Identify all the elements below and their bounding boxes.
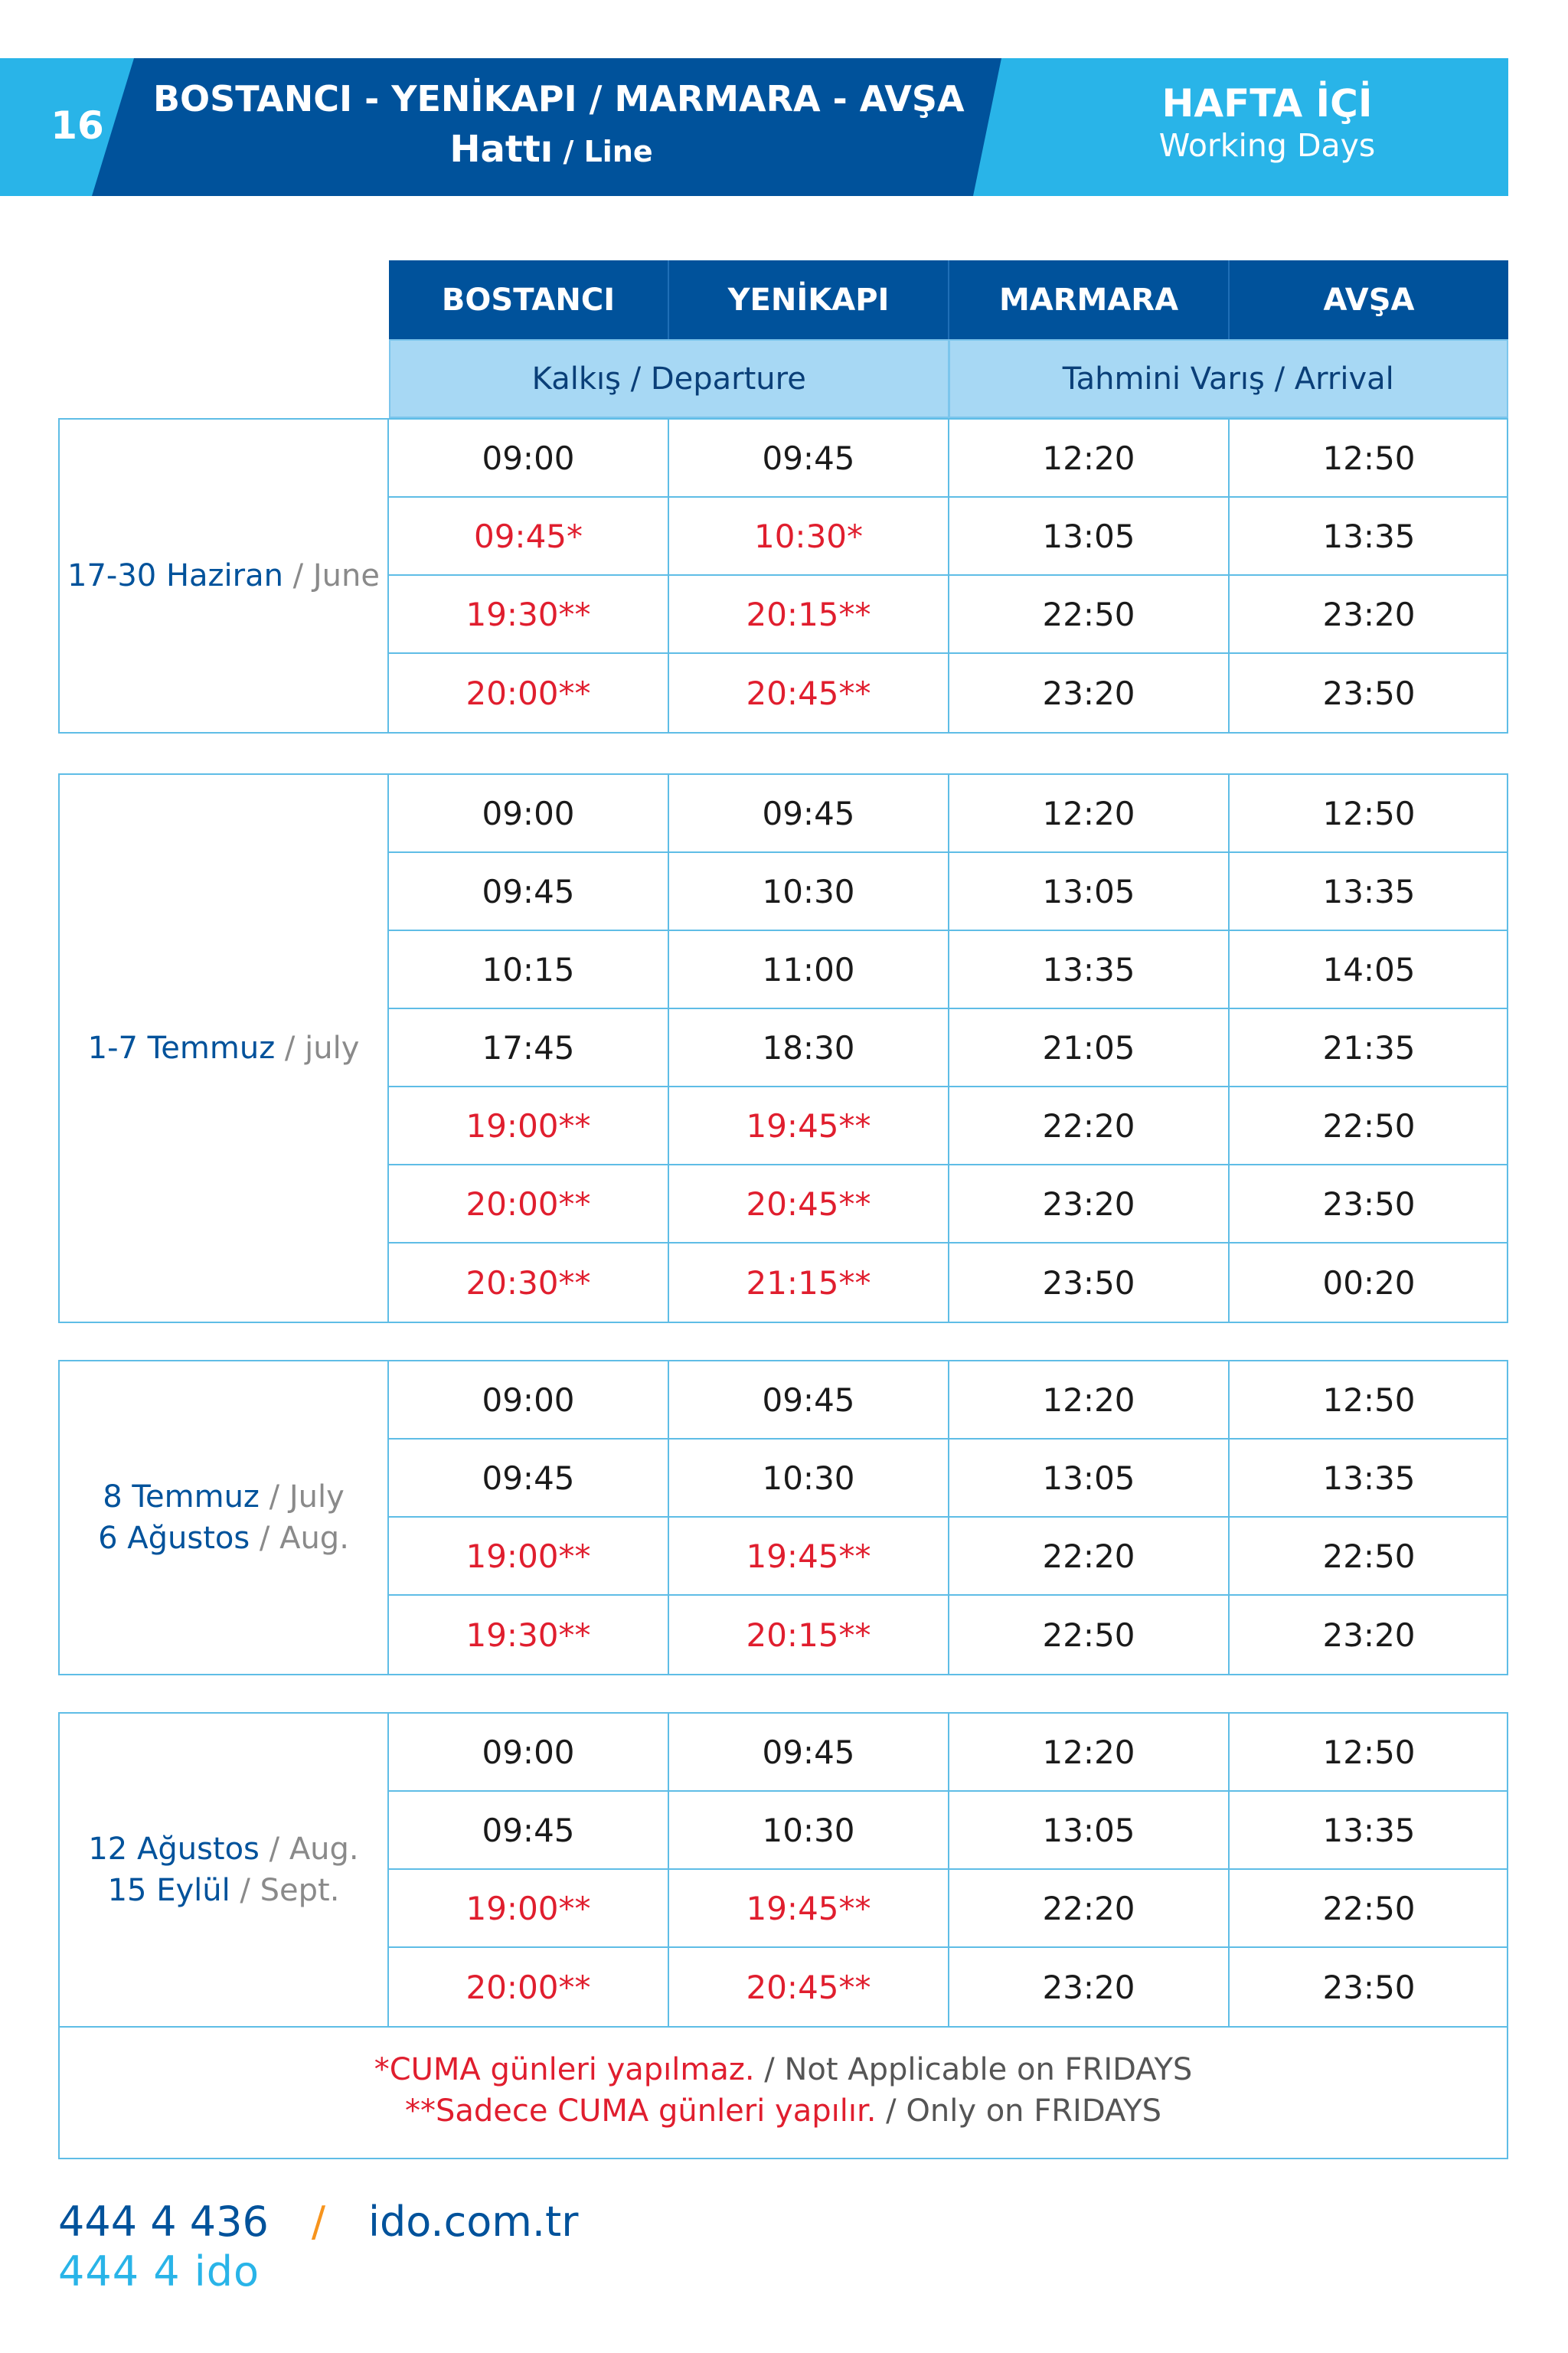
period-label-en: / Aug. [259,1832,359,1867]
line-subtitle [153,127,949,180]
footnote-2-en: / Only on FRIDAYS [876,2093,1162,2129]
time-cell-yenikapi: 10:30 [669,1440,949,1516]
period-label [60,1361,389,1674]
table-row [389,1243,1508,1322]
time-cell-yenikapi: 09:45 [669,420,949,496]
time-cell-avsa: 14:05 [1322,950,1416,989]
time-cell-bostanci: 09:45 [389,853,669,930]
table-row [389,576,1508,654]
footnote-1-tr: *CUMA günleri yapılmaz. [374,2052,755,2087]
table-row [389,775,1508,853]
time-cell-avsa: 23:50 [1322,1185,1416,1223]
column-headers [389,260,1508,418]
time-cell-avsa: 22:50 [1322,1889,1416,1927]
period-label [60,420,389,732]
table-row [389,1948,1508,2026]
time-cell-avsa: 12:50 [1322,794,1416,832]
time-cell-marmara: 22:20 [949,1087,1230,1164]
time-cell-bostanci: 09:00 [389,1714,669,1790]
time-cell-marmara: 21:05 [949,1009,1230,1086]
period-label-tr: 12 Ağustos [88,1832,260,1867]
line-word-tr: Hattı [449,128,554,171]
header-banner [0,58,1508,196]
time-cell-yenikapi: 10:30* [669,498,949,574]
time-cell-avsa: 23:20 [1322,595,1416,633]
stop-header-avsa: AVŞA [1323,282,1415,318]
table-row [389,654,1508,732]
time-cell-marmara: 23:50 [949,1243,1230,1322]
time-cell-yenikapi: 10:30 [669,853,949,930]
table-row [389,1518,1508,1596]
arrival-header: Tahmini Varış / Arrival [949,339,1509,418]
period-rows [389,420,1508,732]
period-label-en: / Aug. [250,1521,349,1556]
period-label-en: / Sept. [230,1873,340,1908]
time-cell-yenikapi: 10:30 [669,1792,949,1868]
time-cell-avsa: 23:50 [1322,674,1416,712]
time-cell-yenikapi: 20:45** [669,654,949,732]
time-cell-avsa: 13:35 [1322,872,1416,910]
time-cell-avsa: 23:20 [1322,1616,1416,1654]
period-label-en: / June [283,558,380,593]
footnote-line-1 [374,2049,1193,2090]
period-label [60,1714,389,2026]
time-cell-avsa: 21:35 [1322,1028,1416,1067]
period-rows [389,1361,1508,1674]
time-cell-bostanci: 09:45* [389,498,669,574]
time-cell-avsa: 12:50 [1322,1733,1416,1771]
departure-header: Kalkış / Departure [389,339,949,418]
time-cell-yenikapi: 19:45** [669,1087,949,1164]
time-cell-marmara: 23:20 [949,1165,1230,1242]
period-label-tr: 17-30 Haziran [67,558,283,593]
footer-separator: / [311,2198,326,2246]
time-cell-marmara: 13:05 [949,1792,1230,1868]
footnote-1-en: / Not Applicable on FRIDAYS [754,2052,1193,2087]
line-word-en: / Line [553,135,653,168]
day-type [1003,81,1531,165]
stop-header-yenikapi: YENİKAPI [669,260,949,339]
time-cell-marmara: 22:50 [949,576,1230,652]
time-cell-avsa: 13:35 [1322,1811,1416,1849]
time-cell-yenikapi: 20:45** [669,1948,949,2026]
period-label-line [88,1028,360,1069]
day-type-tr: HAFTA İÇİ [1161,81,1373,126]
website-link[interactable]: ido.com.tr [368,2198,579,2246]
time-cell-yenikapi: 19:45** [669,1518,949,1594]
time-cell-bostanci: 20:00** [389,654,669,732]
time-cell-yenikapi: 20:45** [669,1165,949,1242]
time-cell-yenikapi: 20:15** [669,1596,949,1674]
time-cell-avsa: 23:50 [1322,1968,1416,2006]
time-cell-marmara: 12:20 [949,1714,1230,1790]
period-rows [389,1714,1508,2026]
time-cell-avsa: 12:50 [1322,1381,1416,1419]
period-label-en: / July [259,1479,345,1515]
period-label-tr: 6 Ağustos [98,1521,250,1556]
time-cell-yenikapi: 09:45 [669,775,949,851]
period-label-line [108,1870,340,1911]
time-cell-yenikapi: 20:15** [669,576,949,652]
period-label-tr: 8 Temmuz [103,1479,260,1515]
period-label [60,775,389,1322]
day-type-en: Working Days [1158,127,1376,164]
period-label-line [67,555,380,596]
time-cell-yenikapi: 11:00 [669,931,949,1008]
time-cell-bostanci: 19:30** [389,576,669,652]
time-cell-bostanci: 17:45 [389,1009,669,1086]
time-cell-avsa: 12:50 [1322,439,1416,477]
schedule-period [58,418,1508,734]
schedule-period [58,1360,1508,1675]
time-cell-marmara: 13:35 [949,931,1230,1008]
time-cell-marmara: 23:20 [949,654,1230,732]
time-cell-marmara: 12:20 [949,775,1230,851]
table-row [389,1792,1508,1870]
table-row [389,1714,1508,1792]
direction-header-row [389,339,1508,418]
table-row [389,853,1508,931]
time-cell-marmara: 12:20 [949,1361,1230,1438]
time-cell-yenikapi: 21:15** [669,1243,949,1322]
time-cell-marmara: 13:05 [949,853,1230,930]
alt-phone-number[interactable]: 444 4 ido [58,2247,260,2296]
time-cell-bostanci: 10:15 [389,931,669,1008]
time-cell-marmara: 23:20 [949,1948,1230,2026]
time-cell-marmara: 22:50 [949,1596,1230,1674]
phone-number[interactable]: 444 4 436 [58,2198,269,2246]
period-rows [389,775,1508,1322]
time-cell-bostanci: 20:30** [389,1243,669,1322]
period-label-tr: 15 Eylül [107,1873,230,1908]
table-row [389,931,1508,1009]
schedule-period [58,1712,1508,2028]
table-row [389,1870,1508,1948]
time-cell-yenikapi: 19:45** [669,1870,949,1946]
time-cell-bostanci: 19:00** [389,1087,669,1164]
period-label-line [88,1828,358,1870]
table-row [389,1087,1508,1165]
table-row [389,1361,1508,1440]
time-cell-yenikapi: 09:45 [669,1361,949,1438]
time-cell-marmara: 22:20 [949,1518,1230,1594]
schedule-period [58,773,1508,1323]
footnotes [58,2023,1508,2159]
table-row [389,1165,1508,1243]
time-cell-bostanci: 09:00 [389,420,669,496]
footer-contact [58,2198,578,2247]
time-cell-bostanci: 19:00** [389,1518,669,1594]
time-cell-marmara: 22:20 [949,1870,1230,1946]
time-cell-avsa: 22:50 [1322,1106,1416,1145]
table-row [389,1440,1508,1518]
time-cell-yenikapi: 09:45 [669,1714,949,1790]
time-cell-marmara: 12:20 [949,420,1230,496]
table-row [389,498,1508,576]
time-cell-bostanci: 09:00 [389,1361,669,1438]
period-label-line [98,1518,349,1559]
page-number: 16 [51,103,104,148]
period-label-line [103,1476,345,1518]
time-cell-bostanci: 09:00 [389,775,669,851]
time-cell-bostanci: 09:45 [389,1440,669,1516]
period-label-en: / july [275,1031,360,1066]
stop-header-marmara: MARMARA [949,260,1230,339]
time-cell-marmara: 13:05 [949,498,1230,574]
footnote-2-tr: **Sadece CUMA günleri yapılır. [404,2093,877,2129]
table-row [389,420,1508,498]
stop-header-row [389,260,1508,339]
time-cell-avsa: 13:35 [1322,517,1416,555]
time-cell-avsa: 00:20 [1322,1263,1416,1302]
time-cell-bostanci: 19:30** [389,1596,669,1674]
time-cell-bostanci: 09:45 [389,1792,669,1868]
table-row [389,1009,1508,1087]
time-cell-bostanci: 19:00** [389,1870,669,1946]
time-cell-bostanci: 20:00** [389,1948,669,2026]
time-cell-yenikapi: 18:30 [669,1009,949,1086]
line-title: BOSTANCI - YENİKAPI / MARMARA - AVŞA [153,78,965,119]
time-cell-avsa: 22:50 [1322,1537,1416,1575]
footnote-line-2 [405,2090,1161,2132]
time-cell-bostanci: 20:00** [389,1165,669,1242]
period-label-tr: 1-7 Temmuz [87,1031,276,1066]
table-row [389,1596,1508,1674]
stop-header-bostanci: BOSTANCI [389,260,669,339]
time-cell-avsa: 13:35 [1322,1459,1416,1497]
time-cell-marmara: 13:05 [949,1440,1230,1516]
